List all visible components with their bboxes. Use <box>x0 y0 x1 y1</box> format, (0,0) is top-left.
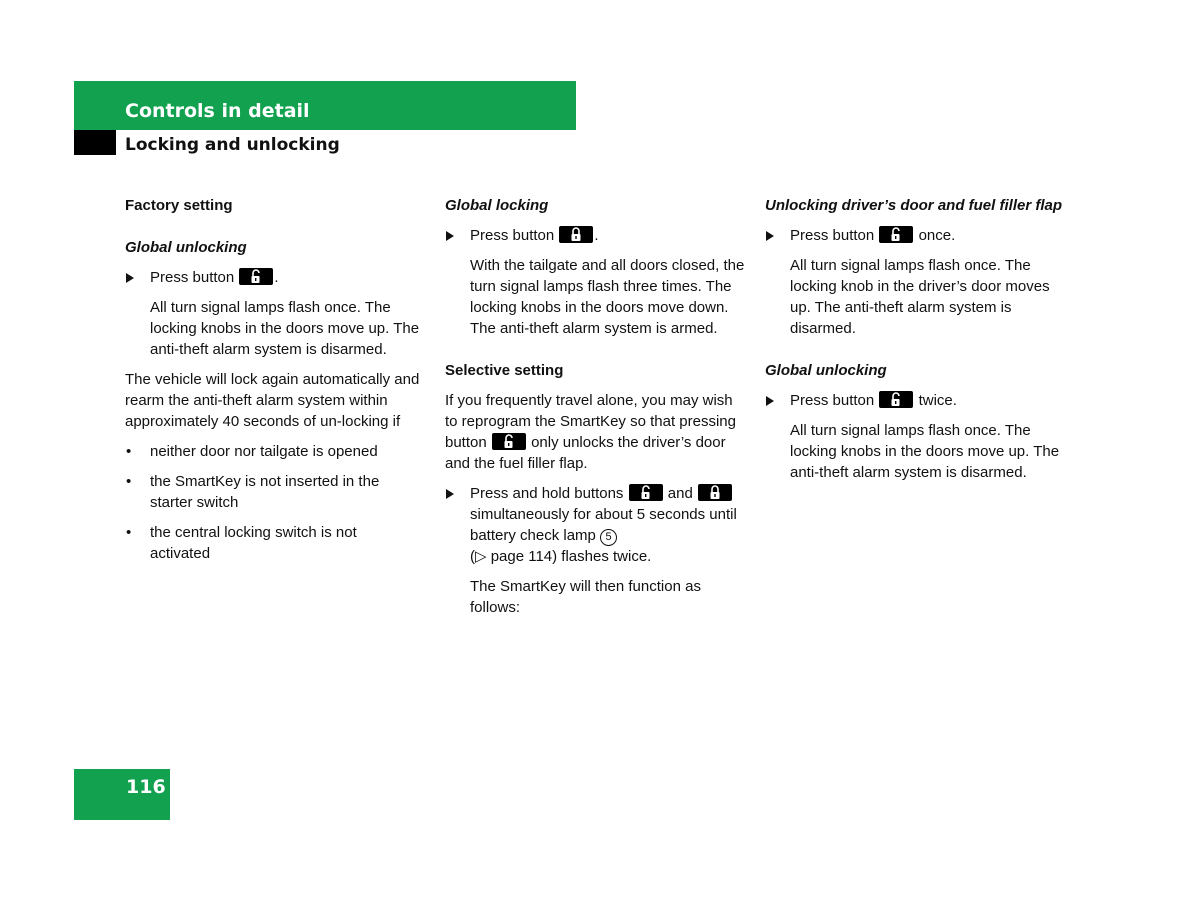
section-marker <box>74 130 116 155</box>
instruction-step <box>445 225 745 246</box>
column-2 <box>445 195 745 627</box>
body-paragraph: The vehicle will lock again automatically and rearm the anti-theft alarm system within approximately 40 seconds of un-locking if <box>125 371 420 430</box>
unlock-key-icon <box>629 484 663 501</box>
subheading-unlocking-drivers-door: Unlocking driver’s door and fuel filler flap <box>765 197 1062 214</box>
step-text: simultaneously for about 5 seconds until battery check lamp <box>470 506 737 544</box>
instruction-step <box>445 483 745 567</box>
lock-key-icon <box>698 484 732 501</box>
subheading-global-unlocking: Global unlocking <box>765 362 887 379</box>
heading-selective-setting: Selective setting <box>445 362 564 379</box>
subheading-global-locking: Global locking <box>445 197 549 214</box>
result-text: All turn signal lamps flash once. The locking knob in the driver’s door moves up. The anti-theft alarm system is disarmed. <box>790 257 1050 337</box>
para-text: If you frequently travel alone, you may wish to reprogram the SmartKey so that pressing button <box>445 392 736 451</box>
unlock-key-icon <box>879 226 913 243</box>
para-text: only unlocks the driver’s door and the fuel filler flap. <box>445 434 726 472</box>
step-text: and <box>667 485 693 502</box>
page-reference: (▷ page 114) flashes twice. <box>470 548 652 565</box>
list-item: • the SmartKey is not inserted in the starter switch <box>125 471 420 513</box>
lock-key-icon <box>559 226 593 243</box>
step-text: Press button <box>790 392 875 409</box>
body-paragraph <box>445 390 745 474</box>
unlock-key-icon <box>239 268 273 285</box>
step-text: Press and hold buttons <box>470 485 624 502</box>
column-3 <box>765 195 1070 492</box>
unlock-key-icon <box>879 391 913 408</box>
list-item: • the central locking switch is not activated <box>125 522 420 564</box>
result-text: The SmartKey will then function as follows: <box>470 578 701 616</box>
result-text: All turn signal lamps flash once. The locking knobs in the doors move up. The anti-theft alarm system is disarmed. <box>790 422 1060 481</box>
step-text: once. <box>918 227 956 244</box>
step-text: twice. <box>918 392 957 409</box>
instruction-step <box>765 225 1070 246</box>
step-punct: . <box>274 269 279 286</box>
page-number: 116 <box>126 776 166 798</box>
step-text: Press button <box>470 227 555 244</box>
step-text: Press button <box>790 227 875 244</box>
section-title: Locking and unlocking <box>125 135 340 155</box>
result-text: All turn signal lamps flash once. The locking knobs in the doors move up. The anti-theft alarm system is disarmed. <box>150 299 420 358</box>
instruction-step <box>765 390 1070 411</box>
unlock-key-icon <box>492 433 526 450</box>
instruction-step <box>125 267 420 288</box>
subheading-global-unlocking: Global unlocking <box>125 239 247 256</box>
heading-factory-setting: Factory setting <box>125 197 233 214</box>
battery-lamp-number: 5 <box>600 529 617 546</box>
column-1 <box>125 195 420 573</box>
list-item: • neither door nor tailgate is opened <box>125 441 420 462</box>
chapter-title: Controls in detail <box>125 100 310 122</box>
result-text: With the tailgate and all doors closed, the turn signal lamps flash three times. The locking knobs in the doors move down. The anti-theft alarm system is armed. <box>470 257 745 337</box>
step-text: Press button <box>150 269 235 286</box>
step-punct: . <box>594 227 599 244</box>
